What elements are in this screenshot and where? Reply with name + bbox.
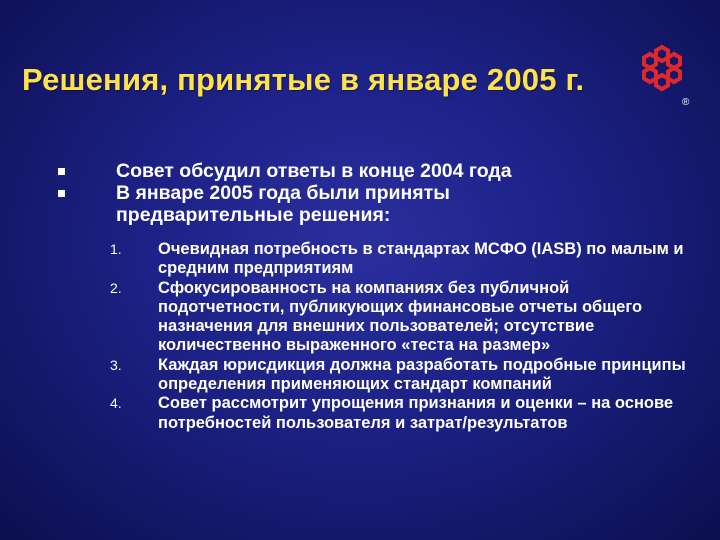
item-text: Каждая юрисдикция должна разработать подробные принципы определения применяющих стандарт компаний: [158, 355, 686, 394]
numbered-item: [110, 279, 710, 356]
item-text: Совет рассмотрит упрощения признания и оценки – на основе потребностей пользователя и затрат/результатов: [158, 394, 674, 432]
bullet-text: Совет обсудил ответы в конце 2004 года: [116, 160, 512, 182]
item-number: 4.: [110, 395, 122, 412]
slide-title: Решения, принятые в январе 2005 г.: [22, 62, 585, 97]
item-text: Очевидная потребность в стандартах МСФО (IASB) по малым и средним предприятиям: [158, 240, 684, 278]
item-text: Сфокусированность на компаниях без публичной подотчетности, публикующих финансовые отчеты общего назначения для внешних пользователей; отсутствие количественно выраженного «теста на размер»: [158, 278, 643, 355]
item-number: 2.: [110, 279, 122, 296]
bullet-list: [58, 160, 698, 226]
registered-mark: ®: [682, 97, 690, 108]
item-number: 3.: [110, 356, 122, 373]
square-bullet-icon: [58, 168, 65, 175]
numbered-item: [110, 394, 710, 433]
numbered-item: [110, 356, 710, 395]
bullet-text: В январе 2005 года были приняты предварительные решения:: [116, 182, 450, 226]
numbered-item: [110, 240, 710, 279]
bullet-item: [58, 182, 698, 226]
square-bullet-icon: [58, 190, 65, 197]
numbered-list: [110, 240, 710, 433]
hexagon-cluster-logo-icon: [633, 43, 691, 101]
item-number: 1.: [110, 241, 122, 257]
bullet-item: [58, 160, 698, 182]
